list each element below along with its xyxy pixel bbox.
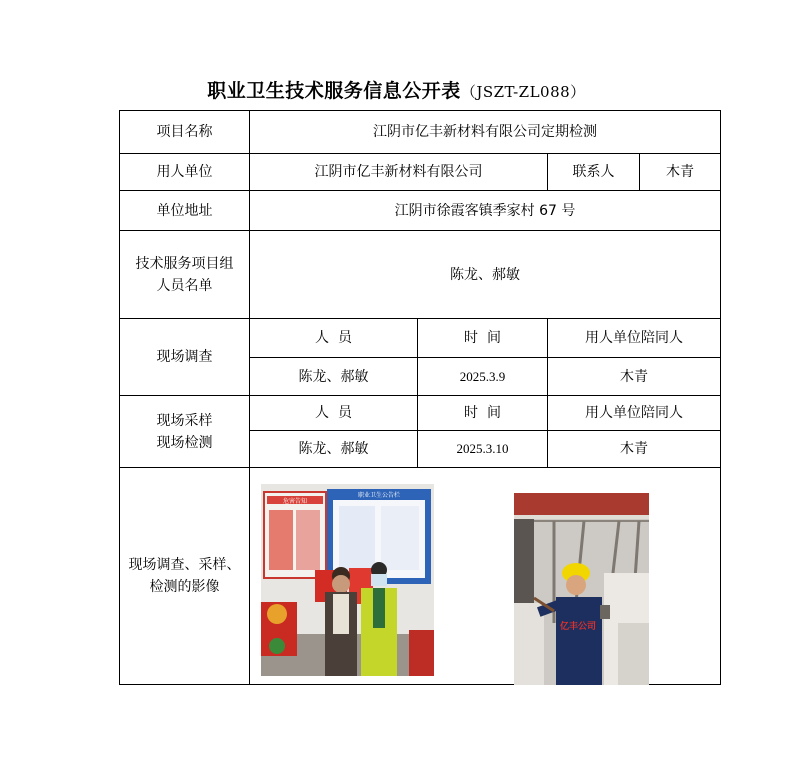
- info-table: [119, 110, 721, 685]
- sampling-escort: 木青: [548, 431, 721, 468]
- project-name-value: 江阴市亿丰新材料有限公司定期检测: [250, 111, 721, 154]
- row-address: [120, 191, 721, 231]
- sign-text: 危害告知: [282, 498, 308, 505]
- survey-col-escort: 用人单位陪同人: [548, 319, 721, 358]
- images-label-line1: 现场调查、采样、: [128, 557, 241, 573]
- site-survey-photo: [261, 484, 434, 676]
- employer-value: 江阴市亿丰新材料有限公司: [250, 154, 548, 191]
- sampling-col-escort: 用人单位陪同人: [548, 396, 721, 431]
- survey-time: 2025.3.9: [418, 358, 548, 396]
- site-survey-photo-image: [261, 484, 434, 676]
- sampling-col-time: 时 间: [418, 396, 548, 431]
- sampling-col-personnel: 人 员: [250, 396, 418, 431]
- sampling-personnel: 陈龙、郝敏: [250, 431, 418, 468]
- project-name-label: 项目名称: [120, 111, 250, 154]
- address-value: 江阴市徐霞客镇季家村 67 号: [250, 191, 721, 231]
- images-label-line2: 检测的影像: [149, 579, 220, 595]
- images-cell: [250, 468, 721, 685]
- team-label: [120, 231, 250, 319]
- employer-label: 用人单位: [120, 154, 250, 191]
- photos-area: [250, 468, 720, 684]
- team-value: 陈龙、郝敏: [250, 231, 721, 319]
- row-survey-header: [120, 319, 721, 358]
- team-label-line2: 人员名单: [156, 277, 213, 294]
- row-images: [120, 468, 721, 685]
- row-employer: [120, 154, 721, 191]
- sampling-time: 2025.3.10: [418, 431, 548, 468]
- sampling-label-line2: 现场检测: [156, 434, 213, 451]
- row-project-name: [120, 111, 721, 154]
- row-team: [120, 231, 721, 319]
- title-code: （JSZT-ZL088）: [460, 83, 586, 101]
- board-title: 职业卫生公告栏: [357, 492, 401, 499]
- contact-label: 联系人: [548, 154, 640, 191]
- jacket-text: 亿丰公司: [559, 622, 597, 632]
- survey-escort: 木青: [548, 358, 721, 396]
- survey-label: 现场调查: [120, 319, 250, 396]
- team-label-line1: 技术服务项目组: [135, 255, 234, 272]
- contact-value: 木青: [640, 154, 721, 191]
- site-sampling-photo-image: [514, 493, 649, 685]
- site-sampling-photo: [514, 493, 649, 685]
- sampling-label: [120, 396, 250, 468]
- survey-col-time: 时 间: [418, 319, 548, 358]
- row-sampling-header: [120, 396, 721, 431]
- survey-col-personnel: 人 员: [250, 319, 418, 358]
- survey-personnel: 陈龙、郝敏: [250, 358, 418, 396]
- sampling-label-line1: 现场采样: [156, 412, 213, 429]
- title-main: 职业卫生技术服务信息公开表: [207, 80, 461, 102]
- images-label: [120, 468, 250, 685]
- page-title: [0, 76, 793, 103]
- address-label: 单位地址: [120, 191, 250, 231]
